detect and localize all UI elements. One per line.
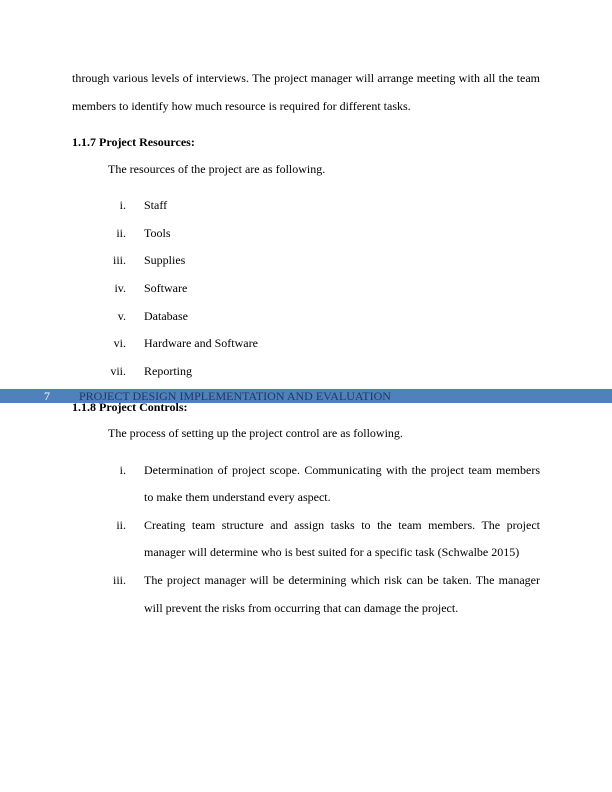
section-heading-resources: 1.1.7 Project Resources:: [72, 135, 195, 149]
list-item-text: Hardware and Software: [144, 336, 258, 350]
controls-intro: The process of setting up the project control are as following.: [108, 426, 403, 440]
list-item-text: Staff: [144, 198, 168, 212]
list-item-number: iii.: [112, 573, 126, 587]
list-item-number: ii.: [116, 518, 126, 532]
list-item-number: iv.: [114, 281, 126, 295]
list-item-line: to make them understand every aspect.: [144, 490, 331, 504]
list-item-line: The project manager will be determining which risk can be taken. The manager: [144, 573, 540, 587]
list-item-number: iii.: [112, 253, 126, 267]
list-item-text: Database: [144, 309, 188, 323]
section-heading-controls: 1.1.8 Project Controls:: [72, 400, 188, 414]
list-item-line: Creating team structure and assign tasks to the team members. The project: [144, 518, 540, 532]
list-item-number: vi.: [113, 336, 126, 350]
footer-title: PROJECT DESIGN IMPLEMENTATION AND EVALUATION: [79, 389, 391, 403]
list-item-line: manager will determine who is best suited for a specific task (Schwalbe 2015): [144, 545, 520, 559]
list-item-line: will prevent the risks from occurring that can damage the project.: [144, 601, 459, 615]
list-item-text: Supplies: [144, 253, 186, 267]
list-item-number: i.: [119, 198, 126, 212]
list-item-line: Determination of project scope. Communicating with the project team members: [144, 463, 540, 477]
list-item-number: v.: [117, 309, 126, 323]
list-item-number: i.: [119, 463, 126, 477]
list-item-number: ii.: [116, 226, 126, 240]
intro-line-1: through various levels of interviews. The project manager will arrange meeting with all the team: [72, 71, 540, 85]
resources-intro: The resources of the project are as following.: [108, 162, 326, 176]
intro-line-2: members to identify how much resource is required for different tasks.: [72, 99, 411, 113]
list-item-text: Software: [144, 281, 188, 295]
list-item-text: Tools: [144, 226, 171, 240]
list-item-number: vii.: [110, 364, 126, 378]
list-item-text: Reporting: [144, 364, 192, 378]
page-number: 7: [44, 389, 50, 403]
